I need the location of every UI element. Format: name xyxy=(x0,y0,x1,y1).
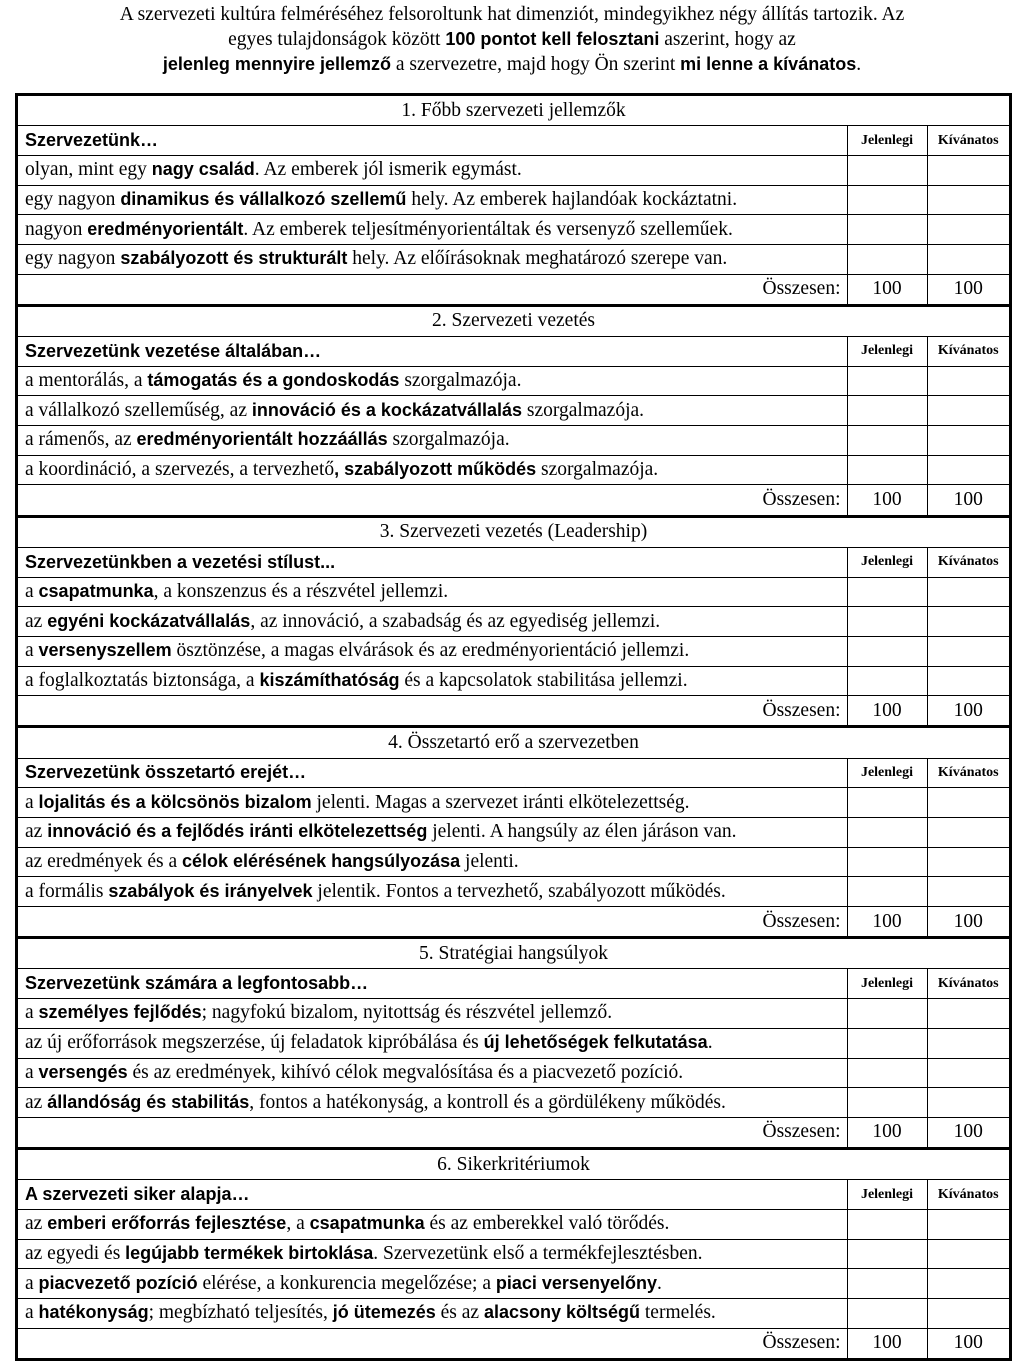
text-run: a xyxy=(25,1272,39,1294)
section-5 xyxy=(18,936,1009,1147)
desired-score-cell[interactable] xyxy=(927,636,1009,666)
section-table xyxy=(18,728,1009,936)
desired-score-cell[interactable] xyxy=(927,215,1009,245)
statement-row xyxy=(18,396,1009,426)
total-row xyxy=(18,274,1009,304)
text-run: jelentik. Fontos a tervezhető, szabályozott működés. xyxy=(312,880,726,902)
desired-score-cell[interactable] xyxy=(927,244,1009,274)
column-header-desired: Kívánatos xyxy=(927,337,1009,367)
section-table xyxy=(18,939,1009,1147)
current-score-cell[interactable] xyxy=(847,215,927,245)
total-current: 100 xyxy=(847,485,927,515)
total-label: Összesen: xyxy=(18,696,847,726)
text-run: . xyxy=(707,1032,713,1054)
total-current: 100 xyxy=(847,274,927,304)
statement-row xyxy=(18,366,1009,396)
statement-text xyxy=(18,1088,847,1118)
current-score-cell[interactable] xyxy=(847,847,927,877)
section-2 xyxy=(18,304,1009,515)
text-run: a xyxy=(25,1002,39,1024)
total-label: Összesen: xyxy=(18,485,847,515)
text-run: , az innováció, a szabadság és az egyediség jellemzi. xyxy=(250,610,661,632)
bold-text: emberi erőforrás fejlesztése xyxy=(47,1213,287,1234)
desired-score-cell[interactable] xyxy=(927,666,1009,696)
desired-score-cell[interactable] xyxy=(927,1028,1009,1058)
statement-row xyxy=(18,607,1009,637)
current-score-cell[interactable] xyxy=(847,185,927,215)
statement-text xyxy=(18,577,847,607)
statement-text xyxy=(18,1269,847,1299)
text-run: , a konszenzus és a részvétel jellemzi. xyxy=(153,580,449,602)
text-run: az xyxy=(25,610,48,632)
statement-row xyxy=(18,788,1009,818)
text-run: ösztönzése, a magas elvárások és az eredményorientáció jellemzi. xyxy=(171,640,690,662)
intro-text xyxy=(0,2,1024,77)
intro-line-1: A szervezeti kultúra felméréséhez felsoroltunk hat dimenziót, mindegyikhez négy állítás tartozik. Az xyxy=(119,4,905,25)
section-4 xyxy=(18,725,1009,936)
statement-text xyxy=(18,818,847,848)
statement-row xyxy=(18,666,1009,696)
statement-text xyxy=(18,455,847,485)
bold-text: piaci versenyelőny xyxy=(495,1272,657,1293)
bold-text: eredményorientált hozzáállás xyxy=(136,429,388,450)
text-run: , fontos a hatékonyság, a kontroll és a gördülékeny működés. xyxy=(249,1091,726,1113)
text-run: és az xyxy=(435,1302,484,1324)
desired-score-cell[interactable] xyxy=(927,999,1009,1029)
text-run: . xyxy=(656,1272,662,1294)
statement-text xyxy=(18,1209,847,1239)
bold-text: legújabb termékek birtoklása xyxy=(125,1242,374,1263)
bold-text: szabályok és irányelvek xyxy=(108,880,313,901)
column-header-current: Jelenlegi xyxy=(847,758,927,788)
bold-text: jó ütemezés xyxy=(332,1302,436,1323)
text-run: ; nagyfokú bizalom, nyitottság és részvétel jellemző. xyxy=(201,1002,613,1024)
text-run: a xyxy=(25,1061,39,1083)
text-run: egyes tulajdonságok között xyxy=(228,29,446,50)
section-title-row xyxy=(18,1150,1009,1180)
total-row xyxy=(18,1117,1009,1147)
column-header-current: Jelenlegi xyxy=(847,1180,927,1210)
current-score-cell[interactable] xyxy=(847,877,927,907)
statement-text xyxy=(18,1058,847,1088)
statement-text xyxy=(18,244,847,274)
text-run: jelenti. A hangsúly az élen járáson van. xyxy=(427,821,737,843)
intro-line-2 xyxy=(0,27,1024,52)
bold-text: támogatás és a gondoskodás xyxy=(147,370,400,391)
desired-score-cell[interactable] xyxy=(927,1209,1009,1239)
bold-text: mi lenne a kívánatos xyxy=(680,54,857,74)
total-row xyxy=(18,485,1009,515)
section-question: A szervezeti siker alapja… xyxy=(18,1180,847,1210)
text-run: az xyxy=(25,1213,48,1235)
column-header-current: Jelenlegi xyxy=(847,337,927,367)
text-run: szorgalmazója. xyxy=(387,429,510,451)
current-score-cell[interactable] xyxy=(847,999,927,1029)
statement-text xyxy=(18,215,847,245)
section-header-row xyxy=(18,969,1009,999)
bold-text: állandóság és stabilitás xyxy=(47,1091,250,1112)
bold-text: csapatmunka xyxy=(309,1213,425,1234)
section-question: Szervezetünk számára a legfontosabb… xyxy=(18,969,847,999)
bold-text: jelenleg mennyire jellemző xyxy=(162,54,391,74)
statement-text xyxy=(18,155,847,185)
statement-row xyxy=(18,1088,1009,1118)
statement-row xyxy=(18,847,1009,877)
section-header-row xyxy=(18,126,1009,156)
text-run: jelenti. Magas a szervezet iránti elkötelezettség. xyxy=(311,791,690,813)
current-score-cell[interactable] xyxy=(847,1088,927,1118)
section-table xyxy=(18,96,1009,304)
section-table xyxy=(18,1150,1009,1358)
section-table xyxy=(18,307,1009,515)
section-1 xyxy=(18,96,1009,304)
statement-text xyxy=(18,426,847,456)
section-title-row xyxy=(18,728,1009,758)
desired-score-cell[interactable] xyxy=(927,577,1009,607)
total-desired: 100 xyxy=(927,1328,1009,1358)
text-run: termelés. xyxy=(640,1302,716,1324)
text-run: jelenti. xyxy=(460,851,519,873)
current-score-cell[interactable] xyxy=(847,788,927,818)
text-run: elérése, a konkurencia megelőzése; a xyxy=(197,1272,496,1294)
column-header-desired: Kívánatos xyxy=(927,969,1009,999)
current-score-cell[interactable] xyxy=(847,155,927,185)
bold-text: lojalitás és a kölcsönös bizalom xyxy=(38,791,312,812)
desired-score-cell[interactable] xyxy=(927,426,1009,456)
text-run: a rámenős, az xyxy=(25,429,137,451)
desired-score-cell[interactable] xyxy=(927,847,1009,877)
current-score-cell[interactable] xyxy=(847,396,927,426)
statement-row xyxy=(18,244,1009,274)
section-question: Szervezetünk összetartó erejét… xyxy=(18,758,847,788)
text-run: az eredmények és a xyxy=(25,851,182,873)
bold-text: egyéni kockázatvállalás xyxy=(47,610,251,631)
desired-score-cell[interactable] xyxy=(927,396,1009,426)
text-run: szorgalmazója. xyxy=(522,399,645,421)
text-run: olyan, mint egy xyxy=(25,159,152,181)
text-run: . Az emberek jól ismerik egymást. xyxy=(254,159,522,181)
statement-row xyxy=(18,877,1009,907)
total-desired: 100 xyxy=(927,1117,1009,1147)
section-header-row xyxy=(18,337,1009,367)
text-run: aszerint, hogy az xyxy=(659,29,796,50)
current-score-cell[interactable] xyxy=(847,1269,927,1299)
text-run: . xyxy=(856,54,862,75)
bold-text: csapatmunka xyxy=(38,580,154,601)
total-current: 100 xyxy=(847,1117,927,1147)
statement-row xyxy=(18,636,1009,666)
current-score-cell[interactable] xyxy=(847,636,927,666)
total-label: Összesen: xyxy=(18,274,847,304)
total-desired: 100 xyxy=(927,907,1009,937)
total-label: Összesen: xyxy=(18,907,847,937)
bold-text: dinamikus és vállalkozó szellemű xyxy=(120,188,407,209)
text-run: a mentorálás, a xyxy=(25,370,148,392)
statement-row xyxy=(18,1299,1009,1329)
text-run: a xyxy=(25,580,39,602)
statement-row xyxy=(18,1209,1009,1239)
section-title: 6. Sikerkritériumok xyxy=(437,1153,590,1175)
statement-row xyxy=(18,1058,1009,1088)
bold-text: szabályozott és strukturált xyxy=(120,248,348,269)
section-question: Szervezetünk… xyxy=(18,126,847,156)
desired-score-cell[interactable] xyxy=(927,155,1009,185)
text-run: , a xyxy=(286,1213,310,1235)
desired-score-cell[interactable] xyxy=(927,877,1009,907)
section-6 xyxy=(18,1147,1009,1358)
text-run: és a kapcsolatok stabilitása jellemzi. xyxy=(399,669,688,691)
total-desired: 100 xyxy=(927,696,1009,726)
bold-text: eredményorientált xyxy=(87,218,244,239)
bold-text: hatékonyság xyxy=(38,1302,149,1323)
column-header-current: Jelenlegi xyxy=(847,126,927,156)
statement-row xyxy=(18,1239,1009,1269)
column-header-desired: Kívánatos xyxy=(927,126,1009,156)
text-run: hely. Az emberek hajlandóak kockáztatni. xyxy=(406,188,738,210)
statement-row xyxy=(18,155,1009,185)
statement-text xyxy=(18,636,847,666)
bold-text: innováció és a fejlődés iránti elkötelezettség xyxy=(47,821,428,842)
total-row xyxy=(18,696,1009,726)
section-title-row xyxy=(18,96,1009,126)
text-run: és az emberekkel való törődés. xyxy=(424,1213,670,1235)
text-run: hely. Az előírásoknak meghatározó szerepe van. xyxy=(347,248,728,270)
current-score-cell[interactable] xyxy=(847,1028,927,1058)
text-run: a xyxy=(25,1302,39,1324)
current-score-cell[interactable] xyxy=(847,666,927,696)
section-header-row xyxy=(18,547,1009,577)
section-title-row xyxy=(18,518,1009,548)
statement-row xyxy=(18,455,1009,485)
text-run: a formális xyxy=(25,880,109,902)
statement-row xyxy=(18,1028,1009,1058)
statement-text xyxy=(18,847,847,877)
text-run: . Szervezetünk első a termékfejlesztésben. xyxy=(373,1242,703,1264)
total-row xyxy=(18,907,1009,937)
text-run: az xyxy=(25,1091,48,1113)
desired-score-cell[interactable] xyxy=(927,607,1009,637)
current-score-cell[interactable] xyxy=(847,244,927,274)
text-run: a koordináció, a szervezés, a tervezhető xyxy=(25,459,335,481)
bold-text: , szabályozott működés xyxy=(334,459,537,480)
current-score-cell[interactable] xyxy=(847,577,927,607)
text-run: egy nagyon xyxy=(25,248,121,270)
column-header-desired: Kívánatos xyxy=(927,758,1009,788)
bold-text: versenyszellem xyxy=(38,640,172,661)
statement-row xyxy=(18,426,1009,456)
text-run: a xyxy=(25,791,39,813)
total-current: 100 xyxy=(847,907,927,937)
statement-text xyxy=(18,396,847,426)
statement-text xyxy=(18,999,847,1029)
text-run: egy nagyon xyxy=(25,188,121,210)
bold-text: innováció és a kockázatvállalás xyxy=(251,399,523,420)
statement-row xyxy=(18,577,1009,607)
text-run: . Az emberek teljesítményorientáltak és versenyző szelleműek. xyxy=(243,218,733,240)
current-score-cell[interactable] xyxy=(847,426,927,456)
current-score-cell[interactable] xyxy=(847,366,927,396)
statement-text xyxy=(18,1239,847,1269)
desired-score-cell[interactable] xyxy=(927,1269,1009,1299)
desired-score-cell[interactable] xyxy=(927,1058,1009,1088)
statement-row xyxy=(18,215,1009,245)
column-header-desired: Kívánatos xyxy=(927,547,1009,577)
text-run: a foglalkoztatás biztonsága, a xyxy=(25,669,260,691)
text-run: szorgalmazója. xyxy=(399,370,522,392)
desired-score-cell[interactable] xyxy=(927,788,1009,818)
column-header-desired: Kívánatos xyxy=(927,1180,1009,1210)
total-label: Összesen: xyxy=(18,1117,847,1147)
intro-line-3 xyxy=(0,52,1024,77)
total-desired: 100 xyxy=(927,485,1009,515)
text-run: szorgalmazója. xyxy=(536,459,659,481)
statement-text xyxy=(18,1028,847,1058)
section-title-row xyxy=(18,307,1009,337)
statement-text xyxy=(18,607,847,637)
text-run: az egyedi és xyxy=(25,1242,126,1264)
section-title: 3. Szervezeti vezetés (Leadership) xyxy=(379,521,648,543)
text-run: ; megbízható teljesítés, xyxy=(148,1302,333,1324)
bold-text: új lehetőségek felkutatása xyxy=(483,1032,708,1053)
section-header-row xyxy=(18,1180,1009,1210)
total-current: 100 xyxy=(847,1328,927,1358)
statement-row xyxy=(18,185,1009,215)
current-score-cell[interactable] xyxy=(847,1058,927,1088)
statement-text xyxy=(18,666,847,696)
text-run: az xyxy=(25,821,48,843)
desired-score-cell[interactable] xyxy=(927,818,1009,848)
section-title: 4. Összetartó erő a szervezetben xyxy=(388,732,639,754)
text-run: az új erőforrások megszerzése, új feladatok kipróbálása és xyxy=(25,1032,484,1054)
section-3 xyxy=(18,515,1009,726)
text-run: a szervezetre, majd hogy Ön szerint xyxy=(391,54,681,75)
desired-score-cell[interactable] xyxy=(927,1299,1009,1329)
section-question: Szervezetünk vezetése általában… xyxy=(18,337,847,367)
bold-text: alacsony költségű xyxy=(483,1302,640,1323)
statement-text xyxy=(18,877,847,907)
bold-text: személyes fejlődés xyxy=(38,1002,202,1023)
desired-score-cell[interactable] xyxy=(927,1239,1009,1269)
section-question: Szervezetünkben a vezetési stílust... xyxy=(18,547,847,577)
desired-score-cell[interactable] xyxy=(927,1088,1009,1118)
current-score-cell[interactable] xyxy=(847,1239,927,1269)
section-header-row xyxy=(18,758,1009,788)
column-header-current: Jelenlegi xyxy=(847,969,927,999)
statement-row xyxy=(18,818,1009,848)
bold-text: nagy család xyxy=(151,159,255,180)
bold-text: 100 pontot kell felosztani xyxy=(445,29,660,49)
text-run: a xyxy=(25,640,39,662)
statement-text xyxy=(18,185,847,215)
statement-text xyxy=(18,366,847,396)
statement-text xyxy=(18,788,847,818)
bold-text: célok elérésének hangsúlyozása xyxy=(182,851,461,872)
bold-text: piacvezető pozíció xyxy=(38,1272,198,1293)
bold-text: versengés xyxy=(38,1061,128,1082)
current-score-cell[interactable] xyxy=(847,455,927,485)
section-title-row xyxy=(18,939,1009,969)
statement-row xyxy=(18,1269,1009,1299)
bold-text: kiszámíthatóság xyxy=(259,669,400,690)
text-run: és az eredmények, kihívó célok megvalósítása és a piacvezető pozíció. xyxy=(127,1061,684,1083)
total-label: Összesen: xyxy=(18,1328,847,1358)
column-header-current: Jelenlegi xyxy=(847,547,927,577)
total-desired: 100 xyxy=(927,274,1009,304)
total-row xyxy=(18,1328,1009,1358)
desired-score-cell[interactable] xyxy=(927,455,1009,485)
section-title: 2. Szervezeti vezetés xyxy=(432,310,595,332)
section-title: 5. Stratégiai hangsúlyok xyxy=(419,942,609,964)
section-table xyxy=(18,518,1009,726)
survey-form xyxy=(15,93,1012,1361)
desired-score-cell[interactable] xyxy=(927,366,1009,396)
total-current: 100 xyxy=(847,696,927,726)
current-score-cell[interactable] xyxy=(847,1209,927,1239)
text-run: a vállalkozó szelleműség, az xyxy=(25,399,252,421)
text-run: nagyon xyxy=(25,218,88,240)
statement-text xyxy=(18,1299,847,1329)
current-score-cell[interactable] xyxy=(847,818,927,848)
current-score-cell[interactable] xyxy=(847,607,927,637)
section-title: 1. Főbb szervezeti jellemzők xyxy=(401,99,626,121)
desired-score-cell[interactable] xyxy=(927,185,1009,215)
current-score-cell[interactable] xyxy=(847,1299,927,1329)
statement-row xyxy=(18,999,1009,1029)
